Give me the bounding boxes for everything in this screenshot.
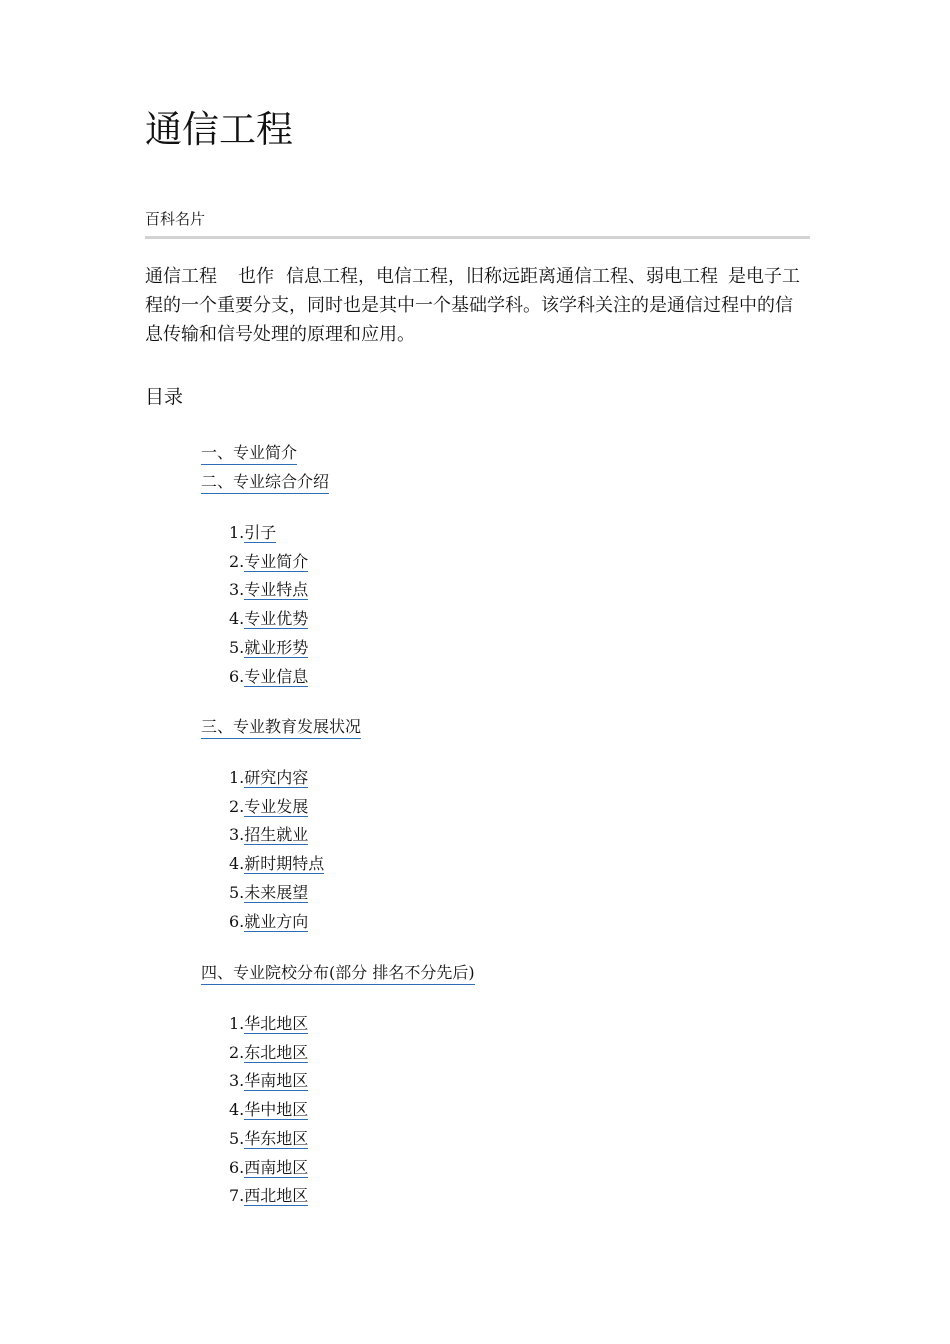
toc-item	[229, 1070, 308, 1092]
toc-section-link[interactable]: 三、专业教育发展状况	[201, 716, 361, 739]
toc-item-link[interactable]: 专业优势	[244, 609, 309, 628]
toc-item-number: 1.	[229, 1014, 245, 1033]
toc-item-link[interactable]: 引子	[244, 523, 277, 542]
card-label: 百科名片	[145, 210, 206, 228]
toc-item-link[interactable]: 华南地区	[244, 1071, 309, 1090]
toc-item-number: 3.	[229, 1071, 245, 1090]
toc-item	[229, 1099, 308, 1121]
toc-item-number: 2.	[229, 552, 245, 571]
toc-item-link[interactable]: 专业特点	[244, 580, 309, 599]
toc-item	[229, 579, 308, 601]
intro-paragraph	[145, 262, 810, 349]
toc-item-number: 5.	[229, 1129, 245, 1148]
toc-item-number: 2.	[229, 1043, 245, 1062]
toc-item-link[interactable]: 新时期特点	[244, 854, 325, 873]
toc-item	[229, 1157, 308, 1179]
toc-item	[229, 666, 308, 688]
toc-item	[229, 1042, 308, 1064]
toc-item-number: 6.	[229, 667, 245, 686]
toc-item-link[interactable]: 华北地区	[244, 1014, 309, 1033]
toc-item-link[interactable]: 专业信息	[244, 667, 309, 686]
intro-term: 通信工程	[145, 266, 217, 287]
toc-item-link[interactable]: 西南地区	[244, 1158, 309, 1177]
toc-item-link[interactable]: 专业发展	[244, 797, 309, 816]
toc-item-link[interactable]: 东北地区	[244, 1043, 309, 1062]
toc-item-link[interactable]: 就业形势	[244, 638, 309, 657]
toc-item	[229, 853, 324, 875]
toc-item	[229, 882, 308, 904]
toc-section-link[interactable]: 二、专业综合介绍	[201, 471, 329, 494]
toc-item-number: 4.	[229, 854, 245, 873]
toc-item	[229, 1128, 308, 1150]
toc-item-link[interactable]: 华中地区	[244, 1100, 309, 1119]
toc-heading: 目录	[145, 386, 184, 408]
toc-item-link[interactable]: 未来展望	[244, 883, 309, 902]
toc-item-number: 1.	[229, 523, 245, 542]
toc-item-number: 5.	[229, 638, 245, 657]
toc-item	[229, 608, 308, 630]
toc-item	[229, 796, 308, 818]
toc-item	[229, 637, 308, 659]
toc-item	[229, 767, 308, 789]
toc-item-number: 2.	[229, 797, 245, 816]
divider	[145, 236, 810, 239]
toc-item-number: 4.	[229, 609, 245, 628]
toc-item	[229, 1013, 308, 1035]
toc-item-link[interactable]: 西北地区	[244, 1186, 309, 1205]
toc-item	[229, 522, 276, 544]
intro-alias-label: 也作	[238, 266, 274, 287]
intro-description: 是电子工程的一个重要分支，同时也是其中一个基础学科。该学科关注的是通信过程中的信息传输和信号处理的原理和应用。	[145, 266, 800, 345]
toc-item-number: 5.	[229, 883, 245, 902]
toc-item	[229, 824, 308, 846]
toc-item-number: 4.	[229, 1100, 245, 1119]
page-title: 通信工程	[145, 108, 293, 151]
toc-item-link[interactable]: 招生就业	[244, 825, 309, 844]
toc-item	[229, 1185, 308, 1207]
toc-item-number: 1.	[229, 768, 245, 787]
toc-item-number: 6.	[229, 912, 245, 931]
toc-section-link[interactable]: 一、专业简介	[201, 442, 297, 465]
toc-item-number: 6.	[229, 1158, 245, 1177]
toc-item-link[interactable]: 华东地区	[244, 1129, 309, 1148]
toc-item-link[interactable]: 专业简介	[244, 552, 309, 571]
intro-aliases: 信息工程，电信工程，旧称远距离通信工程、弱电工程	[286, 266, 718, 287]
toc-item	[229, 911, 308, 933]
toc-item-number: 3.	[229, 580, 245, 599]
toc-item-number: 3.	[229, 825, 245, 844]
toc-item-link[interactable]: 研究内容	[244, 768, 309, 787]
toc-item-link[interactable]: 就业方向	[244, 912, 309, 931]
toc-item	[229, 551, 308, 573]
toc-section-link[interactable]: 四、专业院校分布(部分 排名不分先后)	[201, 962, 475, 985]
toc-item-number: 7.	[229, 1186, 245, 1205]
